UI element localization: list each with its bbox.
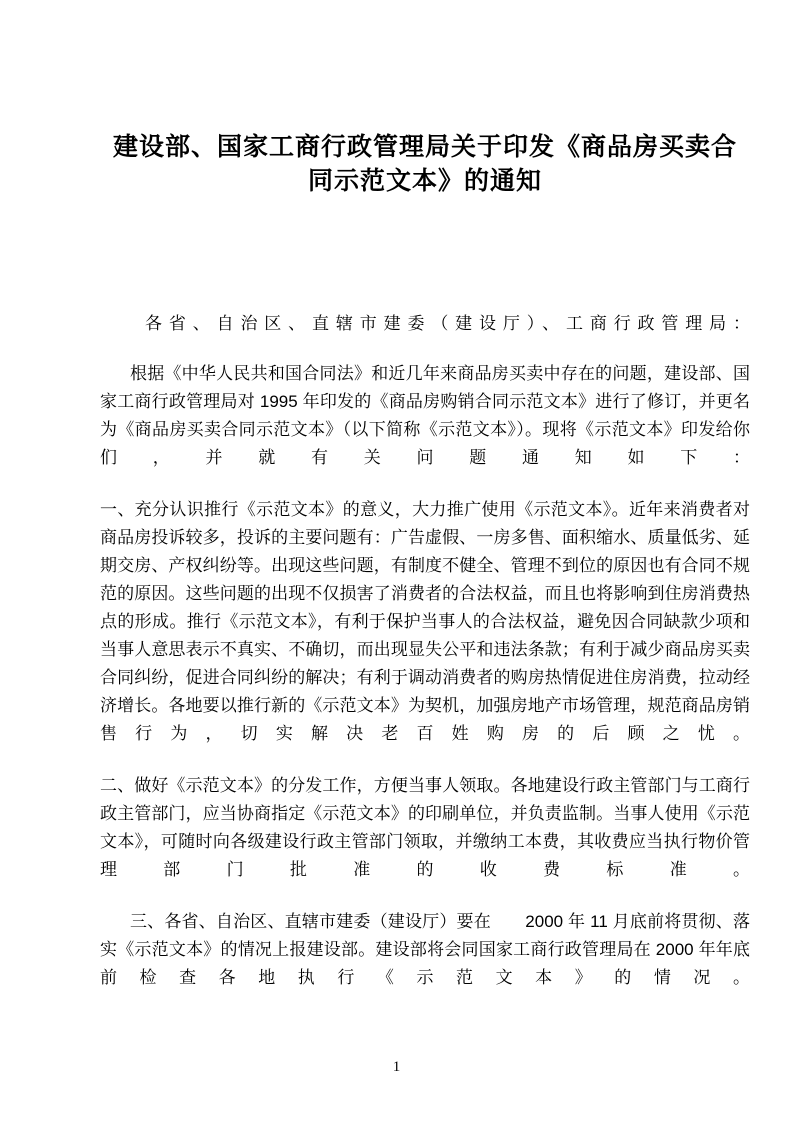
paragraph-intro: 根据《中华人民共和国合同法》和近几年来商品房买卖中存在的问题，建设部、国家工商行政管理局对 1995 年印发的《商品房购销合同示范文本》进行了修订，并更名为《商品房买卖合同示范文本》（以下简称《示范文本》）。现将《示范文本》印发给你们，并就有关问题通知如下：	[100, 364, 750, 467]
document-title-line-2: 同示范文本》的通知	[307, 167, 542, 195]
document-title	[100, 130, 750, 198]
document-title-line-1: 建设部、国家工商行政管理局关于印发《商品房买卖合	[112, 133, 737, 161]
document-content	[100, 130, 750, 1016]
paragraph-item-1: 一、充分认识推行《示范文本》的意义，大力推广使用《示范文本》。近年来消费者对商品房投诉较多，投诉的主要问题有：广告虚假、一房多售、面积缩水、质量低劣、延期交房、产权纠纷等。出现这些问题，有制度不健全、管理不到位的原因也有合同不规范的原因。这些问题的出现不仅损害了消费者的合法权益，而且也将影响到住房消费热点的形成。推行《示范文本》，有利于保护当事人的合法权益，避免因合同缺款少项和当事人意思表示不真实、不确切，而出现显失公平和违法条款；有利于减少商品房买卖合同纠纷，促进合同纠纷的解决；有利于调动消费者的购房热情促进住房消费，拉动经济增长。各地要以推行新的《示范文本》为契机，加强房地产市场管理，规范商品房销售行为，切实解决老百姓购房的后顾之忧。	[100, 500, 750, 743]
paragraph-item-2: 二、做好《示范文本》的分发工作，方便当事人领取。各地建设行政主管部门与工商行政主管部门，应当协商指定《示范文本》的印刷单位，并负责监制。当事人使用《示范文本》，可随时向各级建设行政主管部门领取，并缴纳工本费，其收费应当执行物价管理部门批准的收费标准。	[100, 776, 750, 879]
salutation-line: 各省、自治区、直辖市建委（建设厅）、工商行政管理局：	[145, 314, 750, 333]
paragraph-item-3: 三、各省、自治区、直辖市建委（建设厅）要在 2000 年 11 月底前将贯彻、落实《示范文本》的情况上报建设部。建设部将会同国家工商行政管理局在 2000 年年底前检查各地执行《示范文本》的情况。	[100, 912, 750, 987]
page-number: 1	[392, 1059, 401, 1075]
